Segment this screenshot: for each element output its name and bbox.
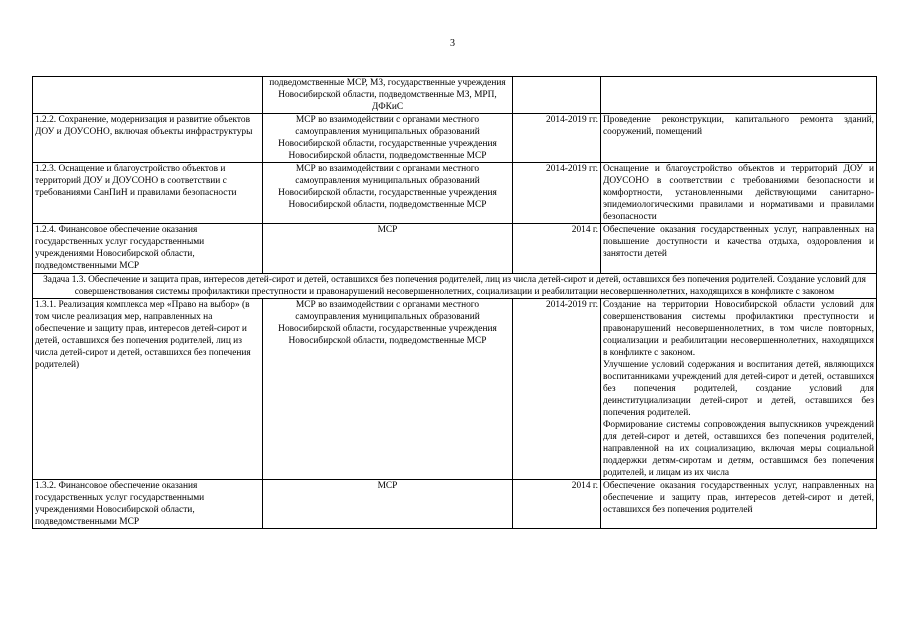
result-paragraph: Создание на территории Новосибирской области условий для совершенствования системы профилактики преступности и правонарушений несовершеннолетних, в том числе повторных, социализации и реабилитации несовершеннолетних, находящихся в конфликте с законом.: [603, 299, 874, 358]
table-row: [33, 298, 877, 479]
measure-name-cell: 1.2.2. Сохранение, модернизация и развитие объектов ДОУ и ДОУСОНО, включая объекты инфраструктуры: [33, 114, 263, 163]
result-paragraph: Улучшение условий содержания и воспитания детей, являющихся воспитанниками учреждений для детей-сирот и детей, оставшихся без попечения родителей, создание условий для деинституциализации детей-сирот и детей, оставшихся без попечения родителей.: [603, 359, 874, 418]
measure-name-cell: 1.3.1. Реализация комплекса мер «Право на выбор» (в том числе реализация мер, направленных на обеспечение и защиту прав, интересов детей-сирот и детей, оставшихся без попечения родителей, лиц из числа детей-сирот и детей, оставшихся без попечения родителей): [33, 298, 263, 479]
measure-name-cell: 1.2.3. Оснащение и благоустройство объектов и территорий ДОУ и ДОУСОНО в соответствии с требованиями СанПиН и правилами безопасности: [33, 163, 263, 224]
executor-cell: МСР во взаимодействии с органами местного самоуправления муниципальных образований Новосибирской области, государственные учреждения Новосибирской области, подведомственные МСР: [263, 298, 513, 479]
measure-name-cell: 1.3.2. Финансовое обеспечение оказания государственных услуг государственными учреждениями Новосибирской области, подведомственными МСР: [33, 480, 263, 529]
period-cell: 2014-2019 гг.: [513, 298, 601, 479]
executor-cell: МСР во взаимодействии с органами местного самоуправления муниципальных образований Новосибирской области, государственные учреждения Новосибирской области, подведомственные МСР: [263, 114, 513, 163]
table-body: [33, 77, 877, 529]
period-cell: 2014-2019 гг.: [513, 114, 601, 163]
expected-result-cell: [601, 114, 877, 163]
result-paragraph: Формирование системы сопровождения выпускников учреждений для детей-сирот и детей, оставшихся без попечения родителей, направленной на их социализацию, включая меры социальной поддержки детям-сиротам и детям, оставшимся без попечения родителей, и лицам из их числа: [603, 419, 874, 478]
executor-cell: МСР: [263, 480, 513, 529]
program-measures-table: [32, 76, 877, 529]
period-cell: 2014 г.: [513, 224, 601, 273]
measure-name-cell: [33, 77, 263, 114]
executor-cell: МСР во взаимодействии с органами местного самоуправления муниципальных образований Новосибирской области, государственные учреждения Новосибирской области, подведомственные МСР: [263, 163, 513, 224]
page-number: 3: [450, 38, 455, 49]
expected-result-cell: [601, 298, 877, 479]
executor-cell: МСР: [263, 224, 513, 273]
period-cell: [513, 77, 601, 114]
table-row: [33, 114, 877, 163]
task-heading: Задача 1.3. Обеспечение и защита прав, интересов детей-сирот и детей, оставшихся без попечения родителей, лиц из числа детей-сирот и детей, оставшихся без попечения родителей. Создание условий для совершенствования системы профилактики преступности и правонарушений несовершеннолетних, социализации и реабилитации несовершеннолетних, находящихся в конфликте с законом: [33, 273, 877, 298]
table-row: [33, 480, 877, 529]
expected-result-cell: [601, 480, 877, 529]
expected-result-cell: [601, 163, 877, 224]
table-row: [33, 163, 877, 224]
result-paragraph: Обеспечение оказания государственных услуг, направленных на повышение доступности и качества отдыха, оздоровления и занятости детей: [603, 225, 874, 260]
result-paragraph: Проведение реконструкции, капитального ремонта зданий, сооружений, помещений: [603, 115, 874, 138]
task-row: [33, 273, 877, 298]
result-paragraph: Оснащение и благоустройство объектов и территорий ДОУ и ДОУСОНО в соответствии с требованиями безопасности и комфортности, установленными действующими санитарно-эпидемиологическими правилами и нормативами и правилами безопасности: [603, 164, 874, 223]
period-cell: 2014-2019 гг.: [513, 163, 601, 224]
expected-result-cell: [601, 224, 877, 273]
table-row: [33, 77, 877, 114]
executor-cell: подведомственные МСР, МЗ, государственные учреждения Новосибирской области, подведомственные МЗ, МРП, ДФКиС: [263, 77, 513, 114]
expected-result-cell: [601, 77, 877, 114]
result-paragraph: Обеспечение оказания государственных услуг, направленных на обеспечение и защиту прав, интересов детей-сирот и детей, оставшихся без попечения родителей: [603, 481, 874, 516]
measure-name-cell: 1.2.4. Финансовое обеспечение оказания государственных услуг государственными учреждениями Новосибирской области, подведомственными МСР: [33, 224, 263, 273]
period-cell: 2014 г.: [513, 480, 601, 529]
table-row: [33, 224, 877, 273]
